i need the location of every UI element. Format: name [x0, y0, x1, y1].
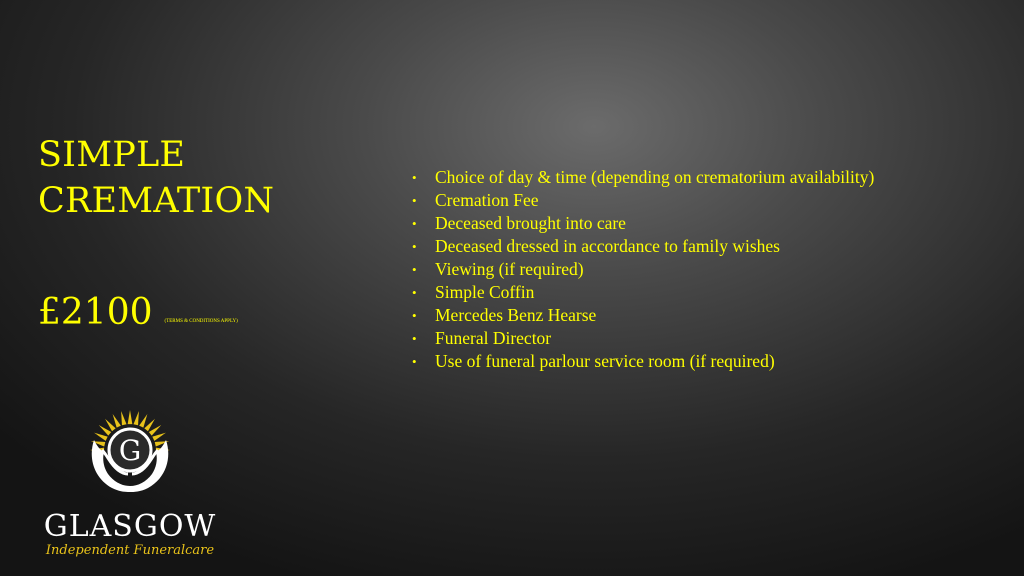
bullet-icon: •	[412, 285, 417, 300]
sun-ray	[144, 419, 155, 431]
features-list	[412, 166, 902, 373]
bullet-icon: •	[412, 216, 417, 231]
sun-ray	[128, 410, 133, 424]
list-item	[412, 281, 902, 304]
sun-ray	[152, 433, 166, 441]
bullet-icon: •	[412, 331, 417, 346]
sun-ray	[121, 411, 126, 425]
feature-text: Cremation Fee	[435, 190, 539, 210]
feature-text: Use of funeral parlour service room (if required)	[435, 351, 775, 371]
bullet-icon: •	[412, 239, 417, 254]
list-item	[412, 327, 902, 350]
sun-ray	[113, 414, 121, 428]
list-item	[412, 212, 902, 235]
sun-ray	[99, 425, 111, 436]
title-line-1: SIMPLE	[38, 135, 186, 175]
price-amount: £2100	[38, 292, 153, 333]
brand-logo	[30, 400, 230, 570]
feature-text: Funeral Director	[435, 328, 552, 348]
feature-text: Deceased brought into care	[435, 213, 626, 233]
feature-text: Simple Coffin	[435, 282, 535, 302]
feature-text: Viewing (if required)	[435, 259, 584, 279]
sun-ray	[105, 419, 116, 431]
feature-text: Choice of day & time (depending on crematorium availability)	[435, 167, 875, 187]
price-row	[38, 292, 238, 334]
list-item	[412, 350, 902, 373]
feature-text: Deceased dressed in accordance to family wishes	[435, 236, 780, 256]
list-item	[412, 235, 902, 258]
sun-ray	[139, 414, 147, 428]
list-item	[412, 258, 902, 281]
brand-tagline: Independent Funeralcare	[45, 543, 215, 558]
brand-name: GLASGOW	[43, 509, 217, 544]
bullet-icon: •	[412, 354, 417, 369]
sun-ray	[133, 411, 138, 425]
bullet-icon: •	[412, 170, 417, 185]
sun-ray	[149, 425, 161, 436]
list-item	[412, 304, 902, 327]
bullet-icon: •	[412, 262, 417, 277]
bullet-icon: •	[412, 308, 417, 323]
title-line-2: CREMATION	[38, 181, 275, 221]
list-item	[412, 189, 902, 212]
sun-hands-emblem-icon	[80, 400, 180, 500]
terms-note: (TERMS & CONDITIONS APPLY)	[164, 319, 238, 324]
bullet-icon: •	[412, 193, 417, 208]
logo-initial: G	[118, 434, 142, 467]
page-title	[38, 132, 358, 224]
sun-ray	[94, 433, 108, 441]
feature-text: Mercedes Benz Hearse	[435, 305, 597, 325]
list-item	[412, 166, 902, 189]
